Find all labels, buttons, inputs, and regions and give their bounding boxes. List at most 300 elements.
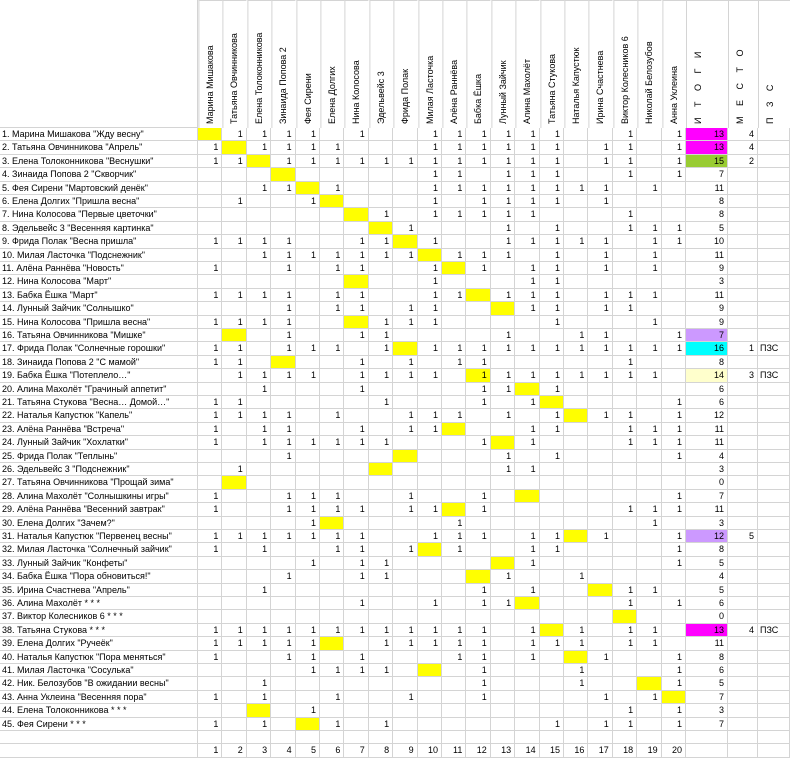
vote-cell[interactable]: 1 xyxy=(369,557,393,570)
vote-cell[interactable] xyxy=(491,664,515,677)
total-cell[interactable]: 12 xyxy=(686,530,728,543)
vote-cell[interactable] xyxy=(637,141,661,154)
vote-cell[interactable] xyxy=(588,463,612,476)
self-vote-cell[interactable] xyxy=(442,423,466,436)
vote-cell[interactable] xyxy=(588,208,612,221)
vote-cell[interactable]: 1 xyxy=(515,637,539,650)
voter-header[interactable]: Татьяна Овчинникова xyxy=(222,0,246,128)
total-cell[interactable]: 9 xyxy=(686,302,728,315)
vote-cell[interactable] xyxy=(564,503,588,516)
vote-cell[interactable] xyxy=(271,383,295,396)
vote-cell[interactable] xyxy=(222,570,246,583)
vote-cell[interactable] xyxy=(442,302,466,315)
vote-cell[interactable]: 1 xyxy=(466,677,490,690)
vote-cell[interactable] xyxy=(613,557,637,570)
entry-name[interactable]: 40. Наталья Капустюк "Пора меняться" xyxy=(0,651,198,664)
vote-cell[interactable]: 1 xyxy=(344,597,368,610)
vote-cell[interactable] xyxy=(564,450,588,463)
vote-cell[interactable] xyxy=(247,302,271,315)
vote-cell[interactable]: 1 xyxy=(491,249,515,262)
vote-cell[interactable] xyxy=(564,168,588,181)
total-cell[interactable]: 11 xyxy=(686,637,728,650)
entry-name[interactable]: 12. Нина Колосова "Март" xyxy=(0,275,198,288)
vote-cell[interactable]: 1 xyxy=(198,651,222,664)
self-vote-cell[interactable] xyxy=(442,262,466,275)
vote-cell[interactable] xyxy=(369,517,393,530)
vote-cell[interactable] xyxy=(466,610,490,623)
vote-cell[interactable] xyxy=(564,396,588,409)
vote-cell[interactable]: 1 xyxy=(296,195,320,208)
vote-cell[interactable] xyxy=(491,624,515,637)
vote-cell[interactable]: 1 xyxy=(320,718,344,731)
place-cell[interactable] xyxy=(728,289,758,302)
blank-cell[interactable] xyxy=(369,731,393,744)
vote-cell[interactable] xyxy=(662,369,686,382)
vote-cell[interactable]: 1 xyxy=(247,423,271,436)
vote-cell[interactable]: 1 xyxy=(466,664,490,677)
vote-cell[interactable] xyxy=(344,168,368,181)
vote-cell[interactable]: 1 xyxy=(198,342,222,355)
vote-cell[interactable]: 1 xyxy=(369,396,393,409)
vote-cell[interactable]: 1 xyxy=(247,128,271,141)
vote-cell[interactable]: 1 xyxy=(515,302,539,315)
blank-cell[interactable] xyxy=(0,731,198,744)
total-cell[interactable]: 6 xyxy=(686,396,728,409)
vote-cell[interactable] xyxy=(320,168,344,181)
vote-cell[interactable] xyxy=(564,302,588,315)
blank-cell[interactable] xyxy=(247,731,271,744)
vote-cell[interactable]: 1 xyxy=(515,235,539,248)
vote-cell[interactable]: 1 xyxy=(320,530,344,543)
vote-cell[interactable] xyxy=(637,155,661,168)
vote-cell[interactable] xyxy=(393,275,417,288)
vote-cell[interactable] xyxy=(247,570,271,583)
vote-cell[interactable] xyxy=(491,530,515,543)
vote-cell[interactable] xyxy=(637,383,661,396)
vote-cell[interactable] xyxy=(271,476,295,489)
vote-cell[interactable] xyxy=(466,543,490,556)
vote-cell[interactable] xyxy=(247,356,271,369)
vote-cell[interactable] xyxy=(442,557,466,570)
vote-cell[interactable] xyxy=(442,396,466,409)
vote-cell[interactable] xyxy=(247,450,271,463)
vote-cell[interactable]: 1 xyxy=(515,182,539,195)
vote-cell[interactable] xyxy=(296,289,320,302)
vote-cell[interactable] xyxy=(369,691,393,704)
voter-header[interactable]: Елена Долгих xyxy=(320,0,344,128)
vote-cell[interactable] xyxy=(369,450,393,463)
blank-cell[interactable] xyxy=(222,731,246,744)
vote-cell[interactable] xyxy=(637,610,661,623)
vote-cell[interactable] xyxy=(637,275,661,288)
vote-cell[interactable] xyxy=(588,356,612,369)
vote-cell[interactable]: 1 xyxy=(662,677,686,690)
vote-cell[interactable] xyxy=(637,570,661,583)
vote-cell[interactable]: 1 xyxy=(393,503,417,516)
vote-cell[interactable] xyxy=(540,476,564,489)
vote-cell[interactable] xyxy=(466,275,490,288)
vote-cell[interactable] xyxy=(564,289,588,302)
vote-cell[interactable] xyxy=(540,677,564,690)
vote-cell[interactable] xyxy=(540,691,564,704)
vote-cell[interactable] xyxy=(296,383,320,396)
vote-cell[interactable] xyxy=(515,610,539,623)
vote-cell[interactable] xyxy=(662,610,686,623)
vote-cell[interactable]: 1 xyxy=(613,128,637,141)
place-cell[interactable] xyxy=(728,543,758,556)
vote-cell[interactable]: 1 xyxy=(344,557,368,570)
vote-cell[interactable] xyxy=(393,182,417,195)
vote-cell[interactable]: 1 xyxy=(442,155,466,168)
vote-cell[interactable] xyxy=(515,677,539,690)
pzs-cell[interactable]: ПЗС xyxy=(758,624,790,637)
vote-cell[interactable]: 1 xyxy=(515,369,539,382)
vote-cell[interactable] xyxy=(491,356,515,369)
vote-cell[interactable]: 1 xyxy=(344,651,368,664)
vote-cell[interactable] xyxy=(637,450,661,463)
self-vote-cell[interactable] xyxy=(369,222,393,235)
vote-cell[interactable]: 1 xyxy=(662,141,686,154)
vote-cell[interactable]: 1 xyxy=(222,409,246,422)
vote-cell[interactable] xyxy=(393,610,417,623)
vote-cell[interactable] xyxy=(662,383,686,396)
vote-cell[interactable]: 1 xyxy=(564,235,588,248)
footer-blank[interactable] xyxy=(758,744,790,757)
vote-cell[interactable] xyxy=(613,490,637,503)
voter-header[interactable]: Елена Толоконникова xyxy=(247,0,271,128)
vote-cell[interactable] xyxy=(320,610,344,623)
vote-cell[interactable]: 1 xyxy=(564,677,588,690)
vote-cell[interactable] xyxy=(564,463,588,476)
footer-number[interactable]: 16 xyxy=(564,744,588,757)
vote-cell[interactable] xyxy=(466,316,490,329)
pzs-cell[interactable] xyxy=(758,637,790,650)
vote-cell[interactable]: 1 xyxy=(344,329,368,342)
blank-cell[interactable] xyxy=(728,731,758,744)
vote-cell[interactable] xyxy=(296,584,320,597)
vote-cell[interactable] xyxy=(369,543,393,556)
vote-cell[interactable]: 1 xyxy=(466,597,490,610)
vote-cell[interactable] xyxy=(662,356,686,369)
vote-cell[interactable]: 1 xyxy=(491,168,515,181)
total-cell[interactable]: 14 xyxy=(686,369,728,382)
place-cell[interactable] xyxy=(728,423,758,436)
vote-cell[interactable]: 1 xyxy=(491,182,515,195)
entry-name[interactable]: 16. Татьяна Овчинникова "Мишке" xyxy=(0,329,198,342)
vote-cell[interactable] xyxy=(222,677,246,690)
vote-cell[interactable]: 1 xyxy=(491,141,515,154)
vote-cell[interactable]: 1 xyxy=(271,141,295,154)
vote-cell[interactable] xyxy=(564,704,588,717)
voter-header[interactable]: Ирина Счастнева xyxy=(588,0,612,128)
vote-cell[interactable]: 1 xyxy=(613,155,637,168)
vote-cell[interactable] xyxy=(198,570,222,583)
vote-cell[interactable]: 1 xyxy=(613,423,637,436)
vote-cell[interactable]: 1 xyxy=(442,182,466,195)
footer-blank[interactable] xyxy=(728,744,758,757)
vote-cell[interactable] xyxy=(540,463,564,476)
vote-cell[interactable] xyxy=(296,208,320,221)
vote-cell[interactable] xyxy=(418,557,442,570)
vote-cell[interactable]: 1 xyxy=(662,557,686,570)
vote-cell[interactable] xyxy=(588,570,612,583)
total-cell[interactable]: 3 xyxy=(686,275,728,288)
vote-cell[interactable] xyxy=(491,490,515,503)
vote-cell[interactable] xyxy=(247,396,271,409)
vote-cell[interactable] xyxy=(369,530,393,543)
vote-cell[interactable] xyxy=(564,222,588,235)
vote-cell[interactable]: 1 xyxy=(515,584,539,597)
vote-cell[interactable]: 1 xyxy=(662,651,686,664)
vote-cell[interactable] xyxy=(271,597,295,610)
vote-cell[interactable]: 1 xyxy=(442,637,466,650)
pzs-cell[interactable] xyxy=(758,249,790,262)
vote-cell[interactable]: 1 xyxy=(271,329,295,342)
vote-cell[interactable]: 1 xyxy=(247,436,271,449)
vote-cell[interactable] xyxy=(271,543,295,556)
vote-cell[interactable]: 1 xyxy=(466,356,490,369)
vote-cell[interactable] xyxy=(588,610,612,623)
vote-cell[interactable] xyxy=(491,610,515,623)
vote-cell[interactable]: 1 xyxy=(344,503,368,516)
vote-cell[interactable] xyxy=(564,436,588,449)
vote-cell[interactable] xyxy=(662,570,686,583)
self-vote-cell[interactable] xyxy=(247,155,271,168)
entry-name[interactable]: 23. Алёна Раннёва "Встреча" xyxy=(0,423,198,436)
vote-cell[interactable]: 1 xyxy=(418,302,442,315)
vote-cell[interactable] xyxy=(344,450,368,463)
vote-cell[interactable] xyxy=(442,490,466,503)
vote-cell[interactable] xyxy=(198,463,222,476)
vote-cell[interactable] xyxy=(637,302,661,315)
vote-cell[interactable] xyxy=(393,597,417,610)
pzs-cell[interactable] xyxy=(758,289,790,302)
vote-cell[interactable] xyxy=(637,356,661,369)
pzs-cell[interactable] xyxy=(758,463,790,476)
self-vote-cell[interactable] xyxy=(344,275,368,288)
vote-cell[interactable]: 1 xyxy=(369,718,393,731)
vote-cell[interactable]: 1 xyxy=(222,396,246,409)
total-cell[interactable]: 3 xyxy=(686,704,728,717)
entry-name[interactable]: 13. Бабка Ёшка "Март" xyxy=(0,289,198,302)
vote-cell[interactable]: 1 xyxy=(515,195,539,208)
vote-cell[interactable] xyxy=(296,570,320,583)
vote-cell[interactable]: 1 xyxy=(344,383,368,396)
voter-header[interactable]: Лунный Зайчик xyxy=(491,0,515,128)
pzs-cell[interactable]: ПЗС xyxy=(758,369,790,382)
vote-cell[interactable] xyxy=(247,262,271,275)
vote-cell[interactable]: 1 xyxy=(344,289,368,302)
vote-cell[interactable]: 1 xyxy=(613,704,637,717)
vote-cell[interactable] xyxy=(198,610,222,623)
vote-cell[interactable]: 1 xyxy=(442,651,466,664)
vote-cell[interactable] xyxy=(588,517,612,530)
vote-cell[interactable]: 1 xyxy=(247,584,271,597)
vote-cell[interactable] xyxy=(466,329,490,342)
pzs-cell[interactable] xyxy=(758,356,790,369)
vote-cell[interactable]: 1 xyxy=(637,637,661,650)
self-vote-cell[interactable]: 1 xyxy=(466,369,490,382)
vote-cell[interactable] xyxy=(418,691,442,704)
vote-cell[interactable] xyxy=(222,503,246,516)
self-vote-cell[interactable] xyxy=(393,450,417,463)
vote-cell[interactable]: 1 xyxy=(271,262,295,275)
total-cell[interactable]: 12 xyxy=(686,409,728,422)
vote-cell[interactable]: 1 xyxy=(613,597,637,610)
vote-cell[interactable]: 1 xyxy=(588,718,612,731)
vote-cell[interactable] xyxy=(491,423,515,436)
self-vote-cell[interactable] xyxy=(491,557,515,570)
pzs-cell[interactable] xyxy=(758,222,790,235)
vote-cell[interactable]: 1 xyxy=(198,409,222,422)
total-cell[interactable]: 7 xyxy=(686,718,728,731)
self-vote-cell[interactable] xyxy=(393,342,417,355)
vote-cell[interactable] xyxy=(393,517,417,530)
vote-cell[interactable]: 1 xyxy=(515,289,539,302)
vote-cell[interactable]: 1 xyxy=(320,342,344,355)
place-cell[interactable] xyxy=(728,409,758,422)
vote-cell[interactable] xyxy=(296,450,320,463)
vote-cell[interactable]: 1 xyxy=(198,262,222,275)
vote-cell[interactable] xyxy=(271,208,295,221)
vote-cell[interactable] xyxy=(588,423,612,436)
pzs-cell[interactable] xyxy=(758,383,790,396)
voter-header[interactable]: Зинаида Попова 2 xyxy=(271,0,295,128)
voter-header[interactable]: Анна Уклеина xyxy=(662,0,686,128)
self-vote-cell[interactable] xyxy=(418,543,442,556)
vote-cell[interactable]: 1 xyxy=(296,651,320,664)
vote-cell[interactable]: 1 xyxy=(540,342,564,355)
blank-cell[interactable] xyxy=(271,731,295,744)
vote-cell[interactable]: 1 xyxy=(662,718,686,731)
vote-cell[interactable] xyxy=(442,195,466,208)
entry-name[interactable]: 20. Алина Махолёт "Грачиный аппетит" xyxy=(0,383,198,396)
vote-cell[interactable] xyxy=(588,597,612,610)
vote-cell[interactable]: 1 xyxy=(540,450,564,463)
vote-cell[interactable] xyxy=(344,342,368,355)
entry-name[interactable]: 37. Виктор Колесников 6 * * * xyxy=(0,610,198,623)
total-cell[interactable]: 7 xyxy=(686,329,728,342)
vote-cell[interactable]: 1 xyxy=(588,249,612,262)
place-cell[interactable] xyxy=(728,463,758,476)
vote-cell[interactable] xyxy=(418,222,442,235)
vote-cell[interactable]: 1 xyxy=(637,182,661,195)
vote-cell[interactable]: 1 xyxy=(271,316,295,329)
place-cell[interactable] xyxy=(728,664,758,677)
vote-cell[interactable] xyxy=(662,275,686,288)
vote-cell[interactable]: 1 xyxy=(613,637,637,650)
vote-cell[interactable]: 1 xyxy=(320,141,344,154)
vote-cell[interactable]: 1 xyxy=(271,651,295,664)
entry-name[interactable]: 25. Фрида Полак "Теплынь" xyxy=(0,450,198,463)
vote-cell[interactable]: 1 xyxy=(540,316,564,329)
vote-cell[interactable]: 1 xyxy=(540,543,564,556)
vote-cell[interactable]: 1 xyxy=(540,168,564,181)
vote-cell[interactable] xyxy=(222,423,246,436)
vote-cell[interactable]: 1 xyxy=(442,530,466,543)
vote-cell[interactable] xyxy=(369,610,393,623)
vote-cell[interactable] xyxy=(466,450,490,463)
vote-cell[interactable] xyxy=(271,718,295,731)
vote-cell[interactable] xyxy=(198,517,222,530)
entry-name[interactable]: 5. Фея Сирени "Мартовский денёк" xyxy=(0,182,198,195)
vote-cell[interactable] xyxy=(466,168,490,181)
vote-cell[interactable]: 1 xyxy=(442,141,466,154)
voter-header[interactable]: Татьяна Стукова xyxy=(540,0,564,128)
self-vote-cell[interactable] xyxy=(515,490,539,503)
vote-cell[interactable]: 1 xyxy=(564,182,588,195)
entry-name[interactable]: 28. Алина Махолёт "Солнышкины игры" xyxy=(0,490,198,503)
vote-cell[interactable]: 1 xyxy=(540,195,564,208)
place-cell[interactable] xyxy=(728,597,758,610)
vote-cell[interactable] xyxy=(564,155,588,168)
entry-name[interactable]: 2. Татьяна Овчинникова "Апрель" xyxy=(0,141,198,154)
vote-cell[interactable] xyxy=(442,597,466,610)
total-cell[interactable]: 5 xyxy=(686,557,728,570)
vote-cell[interactable] xyxy=(393,570,417,583)
vote-cell[interactable] xyxy=(442,691,466,704)
vote-cell[interactable] xyxy=(588,543,612,556)
vote-cell[interactable] xyxy=(418,490,442,503)
footer-number[interactable]: 4 xyxy=(271,744,295,757)
self-vote-cell[interactable] xyxy=(271,356,295,369)
voter-header[interactable]: Алина Махолёт xyxy=(515,0,539,128)
vote-cell[interactable] xyxy=(222,543,246,556)
entry-name[interactable]: 19. Бабка Ёшка "Потеплело…" xyxy=(0,369,198,382)
vote-cell[interactable] xyxy=(247,664,271,677)
vote-cell[interactable] xyxy=(320,677,344,690)
entry-name[interactable]: 32. Милая Ласточка "Солнечный зайчик" xyxy=(0,543,198,556)
vote-cell[interactable] xyxy=(271,195,295,208)
vote-cell[interactable] xyxy=(515,476,539,489)
vote-cell[interactable] xyxy=(320,383,344,396)
vote-cell[interactable] xyxy=(515,409,539,422)
vote-cell[interactable] xyxy=(491,503,515,516)
vote-cell[interactable]: 1 xyxy=(198,624,222,637)
total-cell[interactable]: 4 xyxy=(686,450,728,463)
footer-number[interactable]: 15 xyxy=(540,744,564,757)
vote-cell[interactable]: 1 xyxy=(637,222,661,235)
vote-cell[interactable] xyxy=(588,275,612,288)
voter-header[interactable]: Эдельвейс 3 xyxy=(369,0,393,128)
total-cell[interactable]: 15 xyxy=(686,155,728,168)
vote-cell[interactable] xyxy=(198,584,222,597)
vote-cell[interactable] xyxy=(442,463,466,476)
vote-cell[interactable]: 1 xyxy=(198,396,222,409)
vote-cell[interactable] xyxy=(393,718,417,731)
vote-cell[interactable]: 1 xyxy=(247,624,271,637)
vote-cell[interactable] xyxy=(637,543,661,556)
vote-cell[interactable] xyxy=(662,302,686,315)
vote-cell[interactable] xyxy=(393,208,417,221)
voter-header[interactable]: Фрида Полак xyxy=(393,0,417,128)
vote-cell[interactable] xyxy=(296,543,320,556)
vote-cell[interactable] xyxy=(662,182,686,195)
vote-cell[interactable] xyxy=(369,195,393,208)
place-cell[interactable] xyxy=(728,222,758,235)
vote-cell[interactable]: 1 xyxy=(344,249,368,262)
vote-cell[interactable]: 1 xyxy=(515,141,539,154)
voter-header[interactable]: Марина Мишакова xyxy=(198,0,222,128)
vote-cell[interactable] xyxy=(588,383,612,396)
vote-cell[interactable] xyxy=(540,597,564,610)
vote-cell[interactable] xyxy=(296,275,320,288)
vote-cell[interactable]: 1 xyxy=(466,396,490,409)
vote-cell[interactable]: 1 xyxy=(540,718,564,731)
vote-cell[interactable] xyxy=(466,517,490,530)
vote-cell[interactable]: 1 xyxy=(369,624,393,637)
vote-cell[interactable]: 1 xyxy=(344,235,368,248)
